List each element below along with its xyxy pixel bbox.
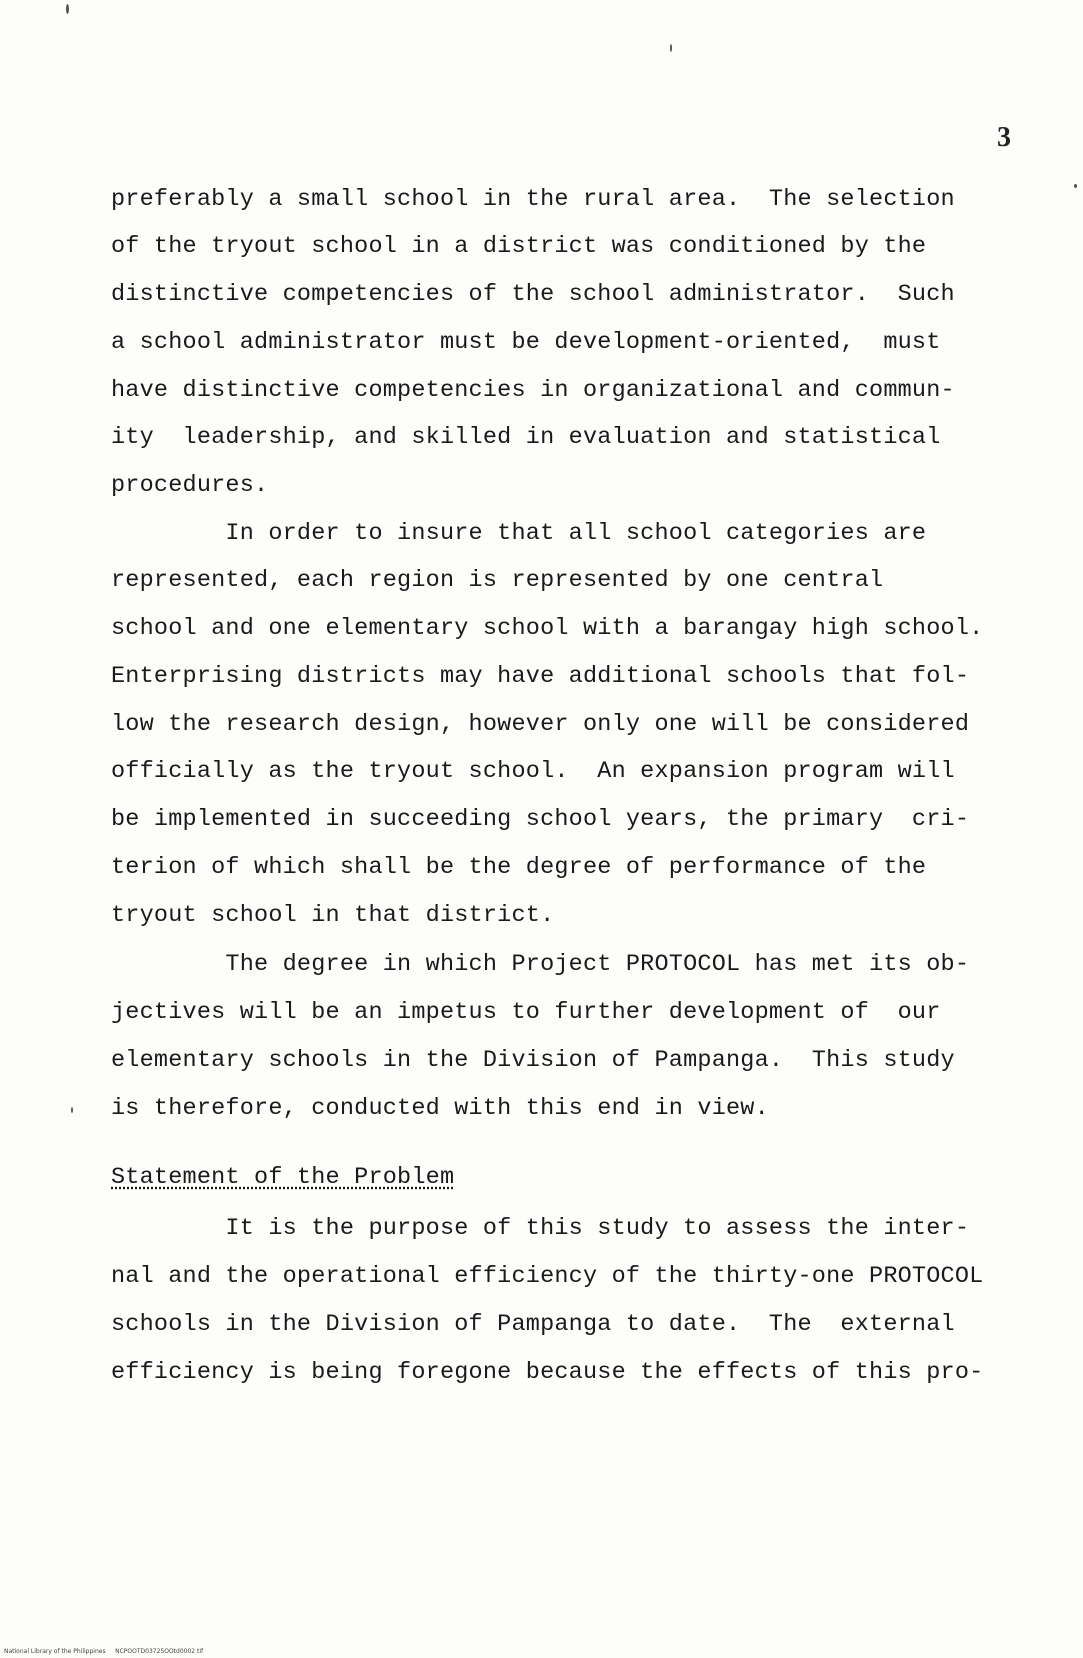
text-line: is therefore, conducted with this end in view. (111, 1095, 769, 1122)
text-line: represented, each region is represented by one central (111, 567, 884, 594)
text-line: jectives will be an impetus to further development of our (111, 999, 941, 1026)
text-line: low the research design, however only one will be considered (111, 711, 970, 738)
text-line: tryout school in that district. (111, 902, 555, 929)
scan-footer: National Library of the Philippines NCPOOTD03725OOtd0002 tif (4, 1648, 204, 1655)
scan-speck (1074, 184, 1077, 188)
text-line: be implemented in succeeding school years, the primary cri- (111, 806, 970, 833)
page-number: 3 (997, 122, 1011, 153)
text-line: elementary schools in the Division of Pampanga. This study (111, 1047, 955, 1074)
scan-speck (71, 1107, 73, 1113)
text-line: preferably a small school in the rural area. The selection (111, 186, 955, 213)
text-line: It is the purpose of this study to assess the inter- (111, 1215, 970, 1242)
section-heading: Statement of the Problem (111, 1164, 455, 1191)
text-line: Enterprising districts may have additional schools that fol- (111, 663, 970, 690)
text-line: In order to insure that all school categories are (111, 520, 927, 547)
text-line: have distinctive competencies in organizational and commun- (111, 377, 955, 404)
text-line: schools in the Division of Pampanga to date. The external (111, 1311, 955, 1338)
text-line: The degree in which Project PROTOCOL has met its ob- (111, 951, 970, 978)
text-line: officially as the tryout school. An expansion program will (111, 758, 955, 785)
text-line: procedures. (111, 472, 269, 499)
text-line: terion of which shall be the degree of performance of the (111, 854, 927, 881)
text-line: a school administrator must be development-oriented, must (111, 329, 941, 356)
text-line: nal and the operational efficiency of the thirty-one PROTOCOL (111, 1263, 984, 1290)
text-line: efficiency is being foregone because the effects of this pro- (111, 1359, 984, 1386)
text-line: of the tryout school in a district was conditioned by the (111, 233, 927, 260)
text-line: school and one elementary school with a barangay high school. (111, 615, 984, 642)
text-line: distinctive competencies of the school administrator. Such (111, 281, 955, 308)
scan-speck (670, 44, 672, 52)
text-line: ity leadership, and skilled in evaluation and statistical (111, 424, 941, 451)
scan-speck (66, 4, 69, 14)
